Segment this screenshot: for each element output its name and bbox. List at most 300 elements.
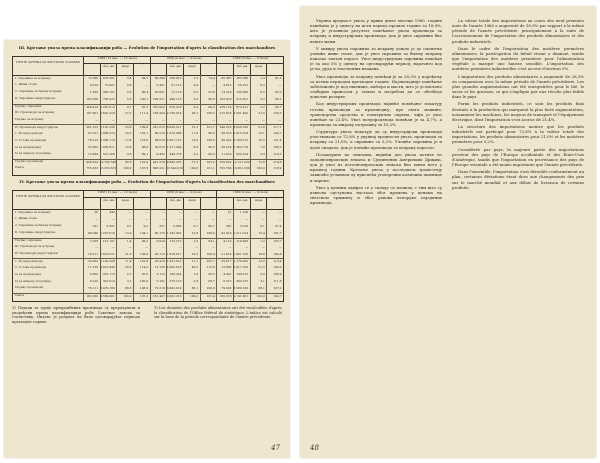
table-cell: 6.313 [223,279,232,284]
table-cell: 180.318 [219,293,232,298]
table-cell: 51,2 [191,125,199,130]
table-cell: 9,7 [126,104,132,109]
table-row [13,245,283,251]
page-number-right: 48 [310,444,319,452]
body-paragraph: Посматрано по земљама, највећи део увоза потиче из западноевропских земаља и Сједињених Америчких Држава, док је увоз из источноевропских земаља био мањи него у прошлој години. Кретање увоза у последњем тромесечју зависиће углавном од приспећа уговорених количина пшенице и опреме. [310,151,442,183]
table-cell: 9.741.801 [233,293,249,298]
body-paragraph: La valeur totale des importations au cours des neuf premiers mois de l'année 1960 a augmenté de 18,9% par rapport à la même période de l'année précédente, principalement à la suite de l'accroissement de l'importation des produits alimentaires et des produits industriels. [452,18,584,44]
table-cell: 5,2 [260,104,265,109]
table-header-period: 1959 (9 мес. — 9 mois) [150,191,218,198]
table-cell: 1,9 [193,272,199,277]
table-cell: — [278,244,282,249]
table-cell: 86,1 [191,286,199,291]
table-cell: 101,7 [273,230,282,235]
table-cell: — [211,117,215,122]
table-cell: — [145,117,149,122]
table-cell: — [228,217,232,222]
table-row-label: а) за производњу [15,272,42,276]
table-cell: — [145,217,149,222]
table-row [13,272,283,278]
table-cell: 12,1 [258,131,265,136]
body-paragraph: Укупна вредност увоза у првих девет месеци 1960. године повећана је у односу на исти период прошле године за 18,9%, што је углавном резултат повећаног увоза производа за исхрану и индустријских производа, док је увоз сировина био нешто мањи. [310,18,442,44]
table-cell: 89,7 [208,279,215,284]
table-row-label: 2. Сировине за биљну исхрану [15,90,62,94]
table-cell: 7,8 [260,145,265,150]
table-cell: 12.804 [88,152,99,157]
body-paragraph: La structure des importations montre que les produits industriels ont participé pour 72,8% à la valeur totale des importations, les produits alimentaires pour 21,0% et les matières premières pour 5,2%. [452,123,584,145]
table-cell: 3,1 [260,279,265,284]
table-cell: — [261,210,265,215]
table-row-label: Укупно за исхрану [15,117,44,121]
table-header-group: ГРУПЕ АРТИКАЛА SECTIONS CLASSES [16,194,80,198]
table1 [12,56,284,176]
table-cell: 97,4 [275,223,282,228]
table-cell: 2.700.312 [233,138,249,143]
table-cell: 101,7 [206,125,215,130]
table-cell: 100,4 [206,251,215,256]
table-cell: 16,2 [258,138,265,143]
table-cell: 12,4 [258,230,265,235]
table-cell: 107,9 [139,165,149,170]
right-page-column-serbian [310,18,442,430]
table-row [13,217,283,223]
table-cell: 90,3 [208,152,215,157]
table-row-label: 1. Жива стока [15,83,37,87]
table-cell: 72.116 [171,89,182,94]
table-cell: 12.108 [154,265,165,270]
table-cell: 239.714 [219,104,232,109]
table-cell: — [278,210,282,215]
table-cell: 2.805 [173,223,182,228]
table-row-label: III. Производи за исхрану [15,111,55,114]
table-row-label: III. Производи за исхрану [15,245,55,248]
table-row [13,265,283,271]
table-cell: 2,0 [260,272,265,277]
table-header-period: 1958 (12 мес. — 12 mois) [83,191,151,198]
table-cell: 1.170.002 [233,259,249,264]
table-cell: 8.254 [89,83,99,88]
table-cell: 2.300.110 [100,138,115,143]
table-cell: 97,3 [141,104,149,109]
table-cell: 102,1 [139,131,149,136]
table-cell: 68.019 [154,138,165,143]
table-cell: 84,1 [208,238,215,243]
table-cell: 121,4 [273,138,282,143]
table-cell: 1.002 [89,89,99,94]
table-cell: 51,8 [258,125,265,130]
table-header-subcolumn: Вредност у хиљ. дин. [233,197,251,209]
table-cell: 1.031.812 [166,259,182,264]
table-header-subcolumn: Учешће у % вредн. [250,197,268,209]
table-cell: 105,7 [273,238,282,243]
table-cell: 21 [227,210,232,215]
table-cell: — [145,244,149,249]
table-cell: 72.219 [154,286,165,291]
table-cell: 321 [92,223,99,228]
table-cell: 98,8 [141,145,149,150]
table-cell: 17,4 [125,138,132,143]
table-cell: 96.318 [221,131,232,136]
table-cell: 75.001 [104,83,115,88]
table-cell: 2.001.712 [166,138,182,143]
table-cell: 53,6 [125,125,132,130]
table-cell: 3,6 [126,76,132,81]
table-cell: 255.002 [152,104,165,109]
table-cell: 131.101 [102,238,115,243]
table-cell: 12,0 [258,259,265,264]
table-cell: 109,0 [273,265,282,270]
table-cell: 180.414 [169,272,182,277]
table-cell: 13.806 [221,265,232,270]
table-cell: 3,2 [193,152,199,157]
table-cell: 1,3 [193,76,199,81]
table-cell: 30.002 [88,259,99,264]
table-cell: 113,4 [273,259,282,264]
table-cell: — [128,244,132,249]
table-cell: 99,1 [275,96,282,101]
left-page [4,40,290,458]
table-cell: 5,5 [126,96,132,101]
table-cell: 13.540.010 [166,165,183,170]
table-row [13,224,283,230]
table-cell: 90,5 [208,272,215,277]
table-cell: 1,2 [193,238,199,243]
table-cell: 696.221 [152,165,165,170]
table-header-subcolumn: Индекс [200,197,218,209]
table-cell: 9.301.210 [166,293,182,298]
table-cell: 3.601.218 [100,110,115,115]
table-cell: 108,9 [139,286,149,291]
table-cell: 8.470.180 [100,286,115,291]
table-cell: 14.219 [221,89,232,94]
table-header-subcolumn: Тона [83,197,101,209]
table-cell: 2,9 [193,279,199,284]
table-cell: 26.410 [154,259,165,264]
table-cell: 0,5 [260,89,265,94]
table-row-label: 2. Готови производи [15,138,47,142]
table-row-label: б) за широку потрошњу [15,279,52,283]
table-cell: 1.192.001 [166,230,182,235]
table-cell: 8.580.106 [233,286,249,291]
table-cell: 201.113 [102,272,115,277]
table-header-period: 1958 (12 мес. — 12 mois) [83,57,151,64]
table-cell: 1.140.206 [100,259,115,264]
table-row [13,231,283,237]
table-cell: 501.300 [102,152,115,157]
table-cell: 109,9 [273,272,282,277]
table-cell: 381 [225,223,232,228]
table-cell: 105,4 [206,293,215,298]
table-header-subcolumn: Тона [83,63,101,75]
table-cell: — [145,210,149,215]
table-row-label: 2. Готови производи [15,265,47,269]
table-cell: — [211,217,215,222]
table-cell: — [128,217,132,222]
table-cell: 3.501.402 [233,110,249,115]
table-cell: 90.414 [221,138,232,143]
table-cell: 16.651.330 [233,165,250,170]
right-page [300,6,596,458]
table-cell: 95,7 [275,104,282,109]
table-cell: 100.300 [236,89,249,94]
table-cell: — [245,217,249,222]
table-cell: 556.032 [219,159,232,164]
table-row [13,83,283,89]
table-row-label: 2. Сировине за биљну исхрану [15,224,62,228]
table-header-subcolumn: Тона [150,63,168,75]
table-cell: 3,3 [260,152,265,157]
table-header-subcolumn: Учешће у % вредн. [183,197,201,209]
table-cell: 4.401 [223,272,232,277]
table-cell: 9.402 [156,152,165,157]
table-cell: 1.430.611 [100,145,115,150]
table-cell: 11,9 [191,131,199,136]
table-row-label: Укупно производи [15,160,44,164]
table-cell: 18.211 [88,251,99,256]
table-cell: 755.333 [86,165,99,170]
table-cell: 2.019.011 [100,251,115,256]
table-cell: 114,2 [139,265,149,270]
table-cell: 21,0 [258,110,265,115]
table-cell: 0,6 [126,83,132,88]
table-row-label: 1. Полупроизводи [15,259,43,263]
table-cell: 795.746 [219,165,232,170]
table-row-label: Укупно производи [15,286,44,290]
table-cell: 96,2 [141,238,149,243]
table-cell: 110,2 [273,152,282,157]
table-cell: — [178,217,182,222]
table-cell: 6.024 [156,238,165,243]
table-cell: 873.011 [236,104,249,109]
table-cell: 1.281.612 [100,104,115,109]
table-cell: 3,8 [126,152,132,157]
table-cell: 9.589.001 [100,293,115,298]
table-cell: 6.930.211 [166,125,182,130]
table-cell: 265.588 [236,76,249,81]
table-cell: 106,4 [139,251,149,256]
table-cell: — [128,210,132,215]
table-cell: 100,1 [139,96,149,101]
table-cell: 1.818.017 [166,251,182,256]
table-row [13,97,283,103]
table-cell: 1.211.004 [166,145,182,150]
table-cell: 5.017.100 [233,265,249,270]
table-cell: 190.311 [152,96,165,101]
table-cell: 8.620.100 [233,125,249,130]
table-cell: 270.110 [169,279,182,284]
table-cell: 52,9 [208,89,215,94]
table-cell: 90,7 [208,223,215,228]
table-cell: 3,1 [126,279,132,284]
table-header-period: 1959 (9 мес. — 9 mois) [150,57,218,64]
table-cell: 91,3 [275,76,282,81]
table-cell: — [161,244,165,249]
table-cell: 10,8 [125,145,132,150]
table-cell: — [211,83,215,88]
table-cell: 128,3 [273,110,282,115]
table-row-label: IV. Производи индустријски [15,125,58,129]
table-cell: 107,2 [273,286,282,291]
table-row-label: IV. Производи индустријски [15,251,58,255]
table-cell: 1.251.010 [100,230,115,235]
body-paragraph: Код индустријских производа највеће повећање показују готови производи за производњу, пре свега машине, транспортна средства и електрична опрема, чији је увоз повећан за 21,4%. Увоз полупроизвода повећан је за 4,7%, а производа за широку потрошњу за 10,2%. [310,101,442,127]
table-cell: 101,8 [139,259,149,264]
table-cell: 118,9 [273,165,282,170]
table-cell: 2.730.014 [166,110,182,115]
table-cell: — [95,244,99,249]
table-cell: 101,1 [206,165,215,170]
table-cell: 3.113 [156,272,165,277]
table-cell: 2,1 [126,272,132,277]
body-paragraph: Dans l'ensemble, l'importation s'est déroulée conformément au plan, certaines déviations étant dues aux changements des prix sur le marché mondial et aux délais de livraison de certains produits. [452,169,584,190]
table-cell: 21,0 [125,251,132,256]
table-cell: 100,0 [256,165,265,170]
table-cell: 6.201 [106,223,115,228]
page-number-left: 47 [271,444,280,452]
table-header-group: ГРУПЕ АРТИКАЛА SECTIONS CLASSES [16,60,80,64]
table-header-period: 1960 (9 мес. — 9 mois) [216,191,284,198]
table-cell: 80.219 [154,131,165,136]
table-cell: 2.015.014 [233,131,249,136]
table-row [13,131,283,137]
table-cell: 90,4 [141,89,149,94]
table-cell: 161.407 [152,293,165,298]
table-cell: 2,3 [126,89,132,94]
table1-title: III. Кретање увоза према класификацији роба — Évolution de l'importation d'après la classification des marchandises [18,45,276,50]
table-header-subcolumn: Индекс [133,63,151,75]
table-cell: 72.566 [88,76,99,81]
table-row-label: 1. Жива стока [15,217,37,221]
table-cell: 440.718 [169,152,182,157]
table-cell: 92.016 [221,230,232,235]
table-cell: 20.113 [154,251,165,256]
table-cell: 19,5 [191,251,199,256]
table-cell: 0,5 [193,89,199,94]
table-cell: — [245,117,249,122]
table-cell: 1,4 [126,238,132,243]
table-cell: — [261,244,265,249]
table-row-label: Укупно сировине [15,105,42,109]
footnote-right: 1) Les données des produits alimentaires ont été recalculées d'après la classification de l'Office fédéral de statistique. L'indice est calculé sur la base de la période correspondante de l'année précédente. [154,306,282,320]
table-cell: 89,3 [208,104,215,109]
table-cell: 182.020 [86,293,99,298]
table-cell: — [145,83,149,88]
table-cell: 106,5 [206,110,215,115]
table-cell: — [278,217,282,222]
table-cell: 13,0 [125,230,132,235]
table-cell: 100,0 [256,293,265,298]
table-cell: 1,4 [260,76,265,81]
table-cell: 110.213 [169,238,182,243]
table-cell: 870.218 [169,104,182,109]
table2 [12,190,284,302]
table-cell: 88,1 [258,286,265,291]
table-cell: 4.113 [223,238,232,243]
table-cell: 96.040 [88,230,99,235]
table-cell: 1.302.719 [233,145,249,150]
table-cell: — [278,83,282,88]
table-cell: 116.400 [236,238,249,243]
table-cell: 12.121.502 [233,159,250,164]
table-row-label: I. Сировине за исхрану [15,210,51,214]
table-cell: — [261,117,265,122]
table-cell: 302.015 [236,279,249,284]
table-cell: 100,0 [123,165,132,170]
table-cell: 97,0 [141,272,149,277]
table-cell: — [111,217,115,222]
table-cell: 84,5 [141,76,149,81]
table-cell: 0,2 [260,83,265,88]
table-cell: 12,8 [191,230,199,235]
body-paragraph: Dans le cadre de l'importation des matières premières alimentaires, la participation du bétail vivant a diminué, tandis que l'importation des matières premières pour l'alimentation végétale a marqué une hausse sensible. L'importation des matières premières industrielles s'est accrue d'environ 5%. [452,45,584,72]
table-header-subcolumn: Вредност у хиљ. дин. [166,63,184,75]
table-cell: 107,3 [139,293,149,298]
table-header-subcolumn: Вредност у хиљ. дин. [166,197,184,209]
table-cell: 0,1 [126,223,132,228]
table-cell: 11.316 [88,265,99,270]
body-paragraph: Увоз у целини одвијао се у складу са планом, с тим што су извесна одступања настала због промена у ценама на светском тржишту и због рокова испоруке појединих производа. [310,184,442,206]
footnote-left: 1) Подаци за групу прехрамбених производа су прерачунати и упоређени према класификацији робе Савезног завода за статистику. Индекс је рачунат на бази одговарајућег периода претходне године. [12,306,140,324]
table-cell: — [111,117,115,122]
table-cell: 14,3 [125,131,132,136]
table-cell: 109,8 [139,125,149,130]
table-cell: 4.810.440 [100,265,115,270]
table-cell: 448.914 [86,159,99,164]
table-cell: 340.216 [219,125,232,130]
table-cell: 162.418 [219,96,232,101]
table-row-label: II. Сировине индустријске [15,231,56,235]
table-cell: — [161,210,165,215]
table-header-subcolumn: Вредност у хиљ. дин. [100,63,118,75]
table-cell: 11.019 [221,152,232,157]
table-row [13,279,283,285]
body-paragraph: Увоз производа за исхрану повећан је за 28,3% у поређењу са истим периодом претходне године. Најзначајније повећање забележено је код пшенице, шећера и масти, што је условљено слабијим приносом у земљи и потребом да се обезбеде довољне резерве. [310,73,442,100]
table-cell: 10.702.548 [99,159,117,164]
table-cell: 4.812 [223,83,232,88]
table-cell: 95.101 [88,131,99,136]
table-cell: 49,5 [191,265,199,270]
table-cell: 105,0 [139,279,149,284]
table-cell: 96,2 [208,145,215,150]
table-cell: 76.111 [88,286,99,291]
table-cell: — [211,210,215,215]
table-row [13,145,283,151]
table-row [13,166,283,172]
table-cell: 102,7 [206,259,215,264]
table-cell: 3,6 [193,96,199,101]
table-header-subcolumn: Индекс [133,197,151,209]
table-row [13,152,283,158]
table-cell: 1.610.006 [166,131,182,136]
table-header-subcolumn: Индекс [266,63,284,75]
table-cell: 100,0 [189,293,199,298]
table-cell: 9,2 [143,223,149,228]
table-header-subcolumn: Вредност у хиљ. дин. [100,197,118,209]
table-cell: 552.014 [236,152,249,157]
table-row-label: I. Сировине за исхрану [15,76,51,80]
table-cell: 4.002 [89,272,99,277]
table-cell: — [178,210,182,215]
table-cell: 1.190 [239,210,249,215]
table-cell: — [95,117,99,122]
table-cell: 103,2 [206,159,215,164]
table2-title: IV. Кретање увоза према класификацији роба — Évolution de l'importation d'après la classification des marchandises [19,179,275,184]
table-cell: — [245,244,249,249]
table-header-subcolumn: Учешће у % вредн. [116,197,134,209]
body-paragraph: Parmi les produits industriels, ce sont les produits finis destinés à la production qui marquent la plus forte augmentation, notamment les machines, les moyens de transport et l'équipement électrique, dont l'importation s'est accrue de 21,4%. [452,101,584,122]
table-cell: 80.170 [154,230,165,235]
table-cell: 1.211.014 [233,230,249,235]
